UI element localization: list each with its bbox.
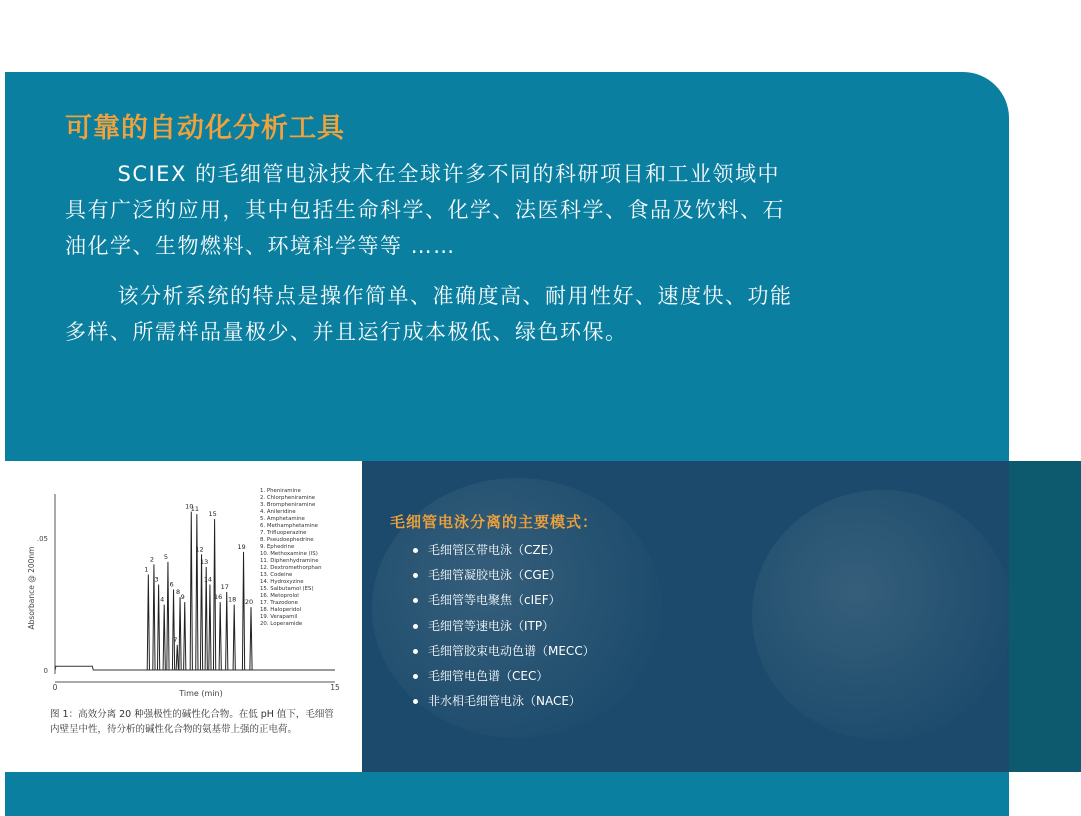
peak-label: 6 [169,580,174,589]
side-accent-bar [1009,461,1081,772]
legend-entry: 9. Ephedrine [260,544,295,550]
mode-item [412,540,595,565]
peak-label: 5 [163,552,169,561]
mode-label: 毛细管等速电泳（ITP） [428,618,555,633]
x-tick-label: 0 [52,683,58,692]
legend-entry: 18. Haloperidol [260,607,302,613]
peak-label: 10 [185,502,194,511]
peak-16 [219,602,221,670]
legend-entry: 6. Methamphetamine [260,523,318,529]
legend-entry: 1. Pheniramine [260,488,301,494]
peak-label: 8 [175,588,181,597]
peak-8 [179,597,181,670]
peak-label: 7 [173,635,178,644]
peak-label: 11 [190,505,200,514]
legend-entry: 20. Loperamide [260,621,303,627]
peak-7 [176,645,178,670]
peak-label: 19 [237,542,246,551]
figure-caption: 图 1：高效分离 20 种强极性的碱性化合物。在低 pH 值下，毛细管内壁呈中性，待分析的碱性化合物的氨基带上强的正电荷。 [50,709,334,735]
intro-paragraph: SCIEX 的毛细管电泳技术在全球许多不同的科研项目和工业领域中具有广泛的应用，其中包括生命科学、化学、法医科学、食品及饮料、石油化学、生物燃料、环境科学等等 …… [65,162,785,258]
mode-item [412,590,595,615]
trace-baseline [55,666,335,670]
legend-entry: 14. Hydroxyzine [260,579,304,585]
legend-entry: 12. Dextromethorphan [260,565,322,571]
chart-legend [260,488,322,627]
globe-image-right [752,490,1012,740]
x-tick-label: 15 [330,683,340,692]
y-tick-label: 0 [43,667,48,675]
peak-label: 9 [180,593,185,602]
bullet-icon [413,598,418,603]
mode-label: 毛细管胶束电动色谱（MECC） [428,643,595,658]
mode-item [412,691,595,716]
page-title: 可靠的自动化分析工具 [65,113,345,144]
legend-entry: 7. Trifluoperazine [260,530,307,536]
peak-label: 15 [208,510,217,519]
peak-14 [209,585,211,670]
bullet-icon [413,548,418,553]
y-tick-label: .05 [36,535,48,543]
mode-label: 毛细管等电聚焦（cIEF） [428,593,561,608]
legend-entry: 5. Amphetamine [260,516,305,522]
mode-item [412,565,595,590]
peak-19 [242,552,244,670]
legend-entry: 15. Salbutamol (ES) [260,586,314,592]
legend-entry: 2. Chlorpheniramine [260,495,316,501]
peak-20 [250,607,252,670]
mode-label: 毛细管区带电泳（CZE） [428,543,561,557]
legend-entry: 4. Anileridine [260,509,296,515]
mode-item [412,641,595,666]
peak-label: 1 [144,565,149,574]
legend-entry: 16. Metoprolol [260,593,299,599]
electropherogram-chart [20,472,350,702]
legend-entry: 17. Trazodone [260,600,298,606]
peak-17 [226,592,228,670]
peak-label: 20 [244,598,254,607]
mode-label: 毛细管凝胶电泳（CGE） [428,568,562,583]
peak-label: 12 [195,545,204,554]
mode-label: 毛细管电色谱（CEC） [428,668,549,683]
mode-label: 非水相毛细管电泳（NACE） [428,694,581,709]
modes-list [412,540,595,716]
peak-label: 18 [228,595,237,604]
peak-4 [163,605,165,670]
peak-9 [184,602,186,670]
peak-label: 16 [214,593,223,602]
peak-label: 2 [149,555,155,564]
mode-item [412,616,595,641]
mode-item [412,666,595,691]
x-axis-label: Time (min) [179,689,223,698]
peak-1 [147,574,149,670]
bullet-icon [413,649,418,654]
legend-entry: 19. Verapamil [260,614,298,620]
peak-10 [190,512,192,670]
y-axis-label: Absorbance @ 200nm [27,546,36,630]
peak-12 [200,554,202,670]
bottom-teal-band [5,772,1009,816]
peak-label: 13 [200,557,209,566]
peak-6 [172,590,174,670]
bullet-icon [413,674,418,679]
legend-entry: 3. Brompheniramine [260,502,316,508]
peak-label: 4 [160,595,165,604]
modes-heading: 毛细管电泳分离的主要模式： [390,513,599,531]
legend-entry: 11. Diphenhydramine [260,558,319,564]
legend-entry: 8. Pseudoephedrine [260,537,314,543]
bullet-icon [413,699,418,704]
bullet-icon [413,573,418,578]
peak-5 [167,562,169,670]
peak-label: 3 [154,575,159,584]
legend-entry: 13. Codeine [260,572,293,578]
legend-entry: 10. Methoxamine (IS) [260,551,318,557]
peak-label: 17 [220,583,229,592]
peak-label: 14 [203,575,213,584]
features-paragraph: 该分析系统的特点是操作简单、准确度高、耐用性好、速度快、功能多样、所需样品量极少、并且运行成本极低、绿色环保。 [65,284,793,344]
bullet-icon [413,624,418,629]
peak-11 [196,514,198,670]
peak-18 [233,605,235,670]
